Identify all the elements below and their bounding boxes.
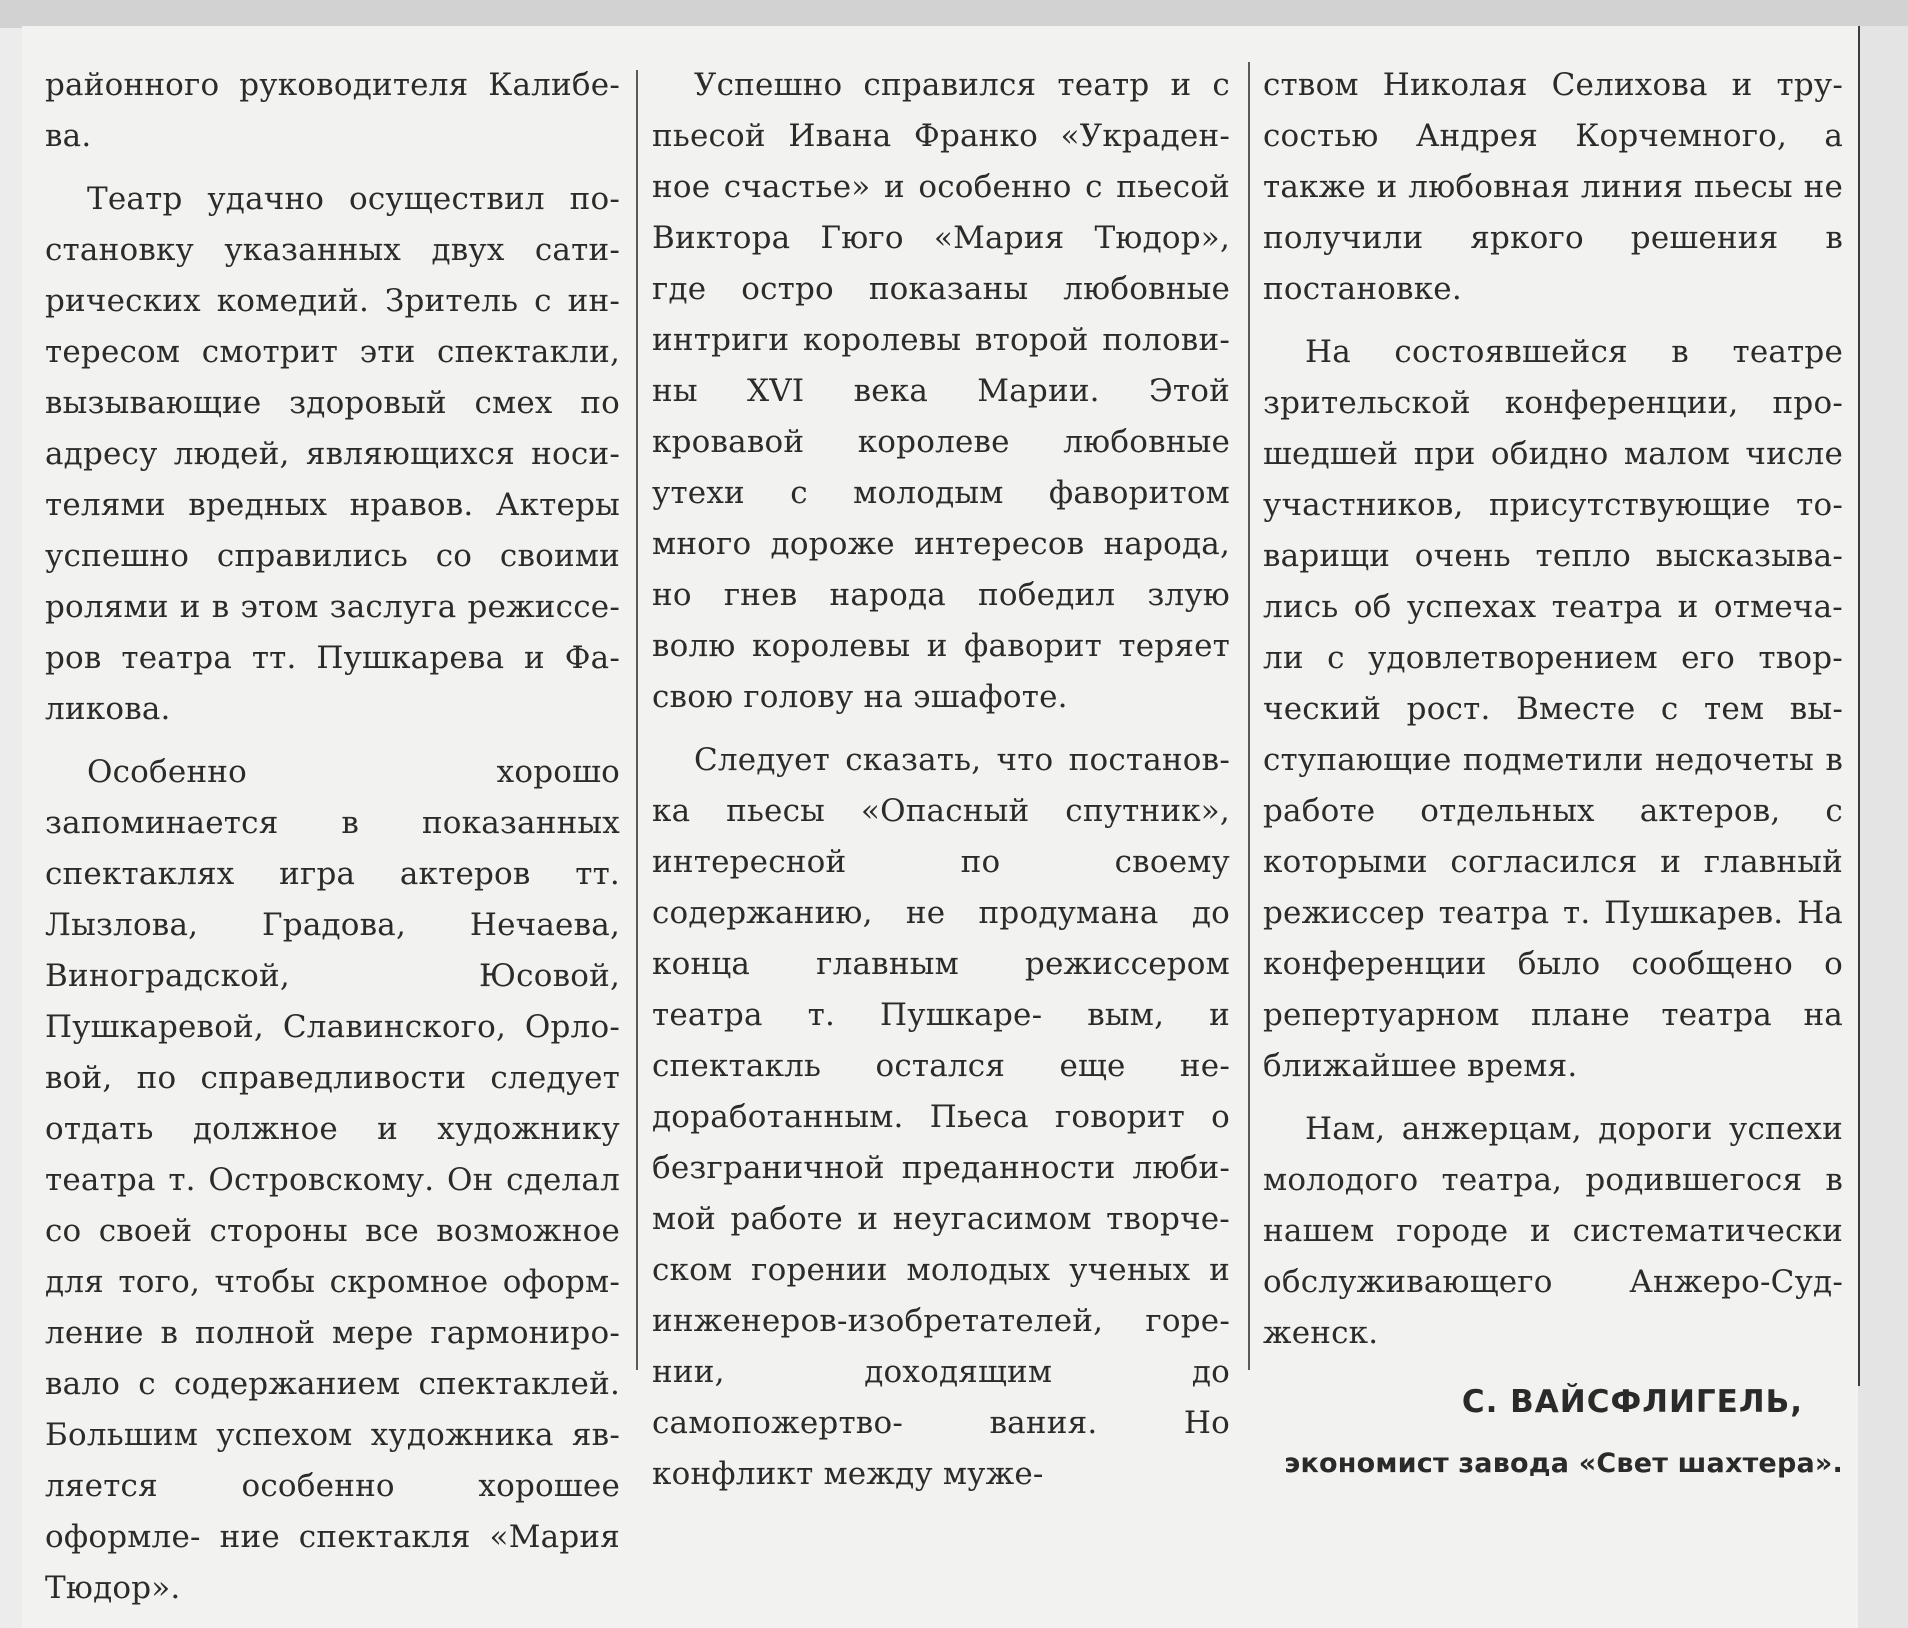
column-rule-2 — [1248, 62, 1250, 1370]
paragraph: Нам, анжерцам, дороги успехи молодого театра, родившегося в нашем городе и систематически обслуживающего Анжеро-Суд- женск. — [1263, 1111, 1843, 1351]
paragraph: Особенно хорошо запоминается в показанных спектаклях игра актеров тт. Лызлова, Градова, Нечаева, Виноградской, Юсовой, Пушкаревой, Славинского, Орло- вой, по справедливости следует отдать должное и художнику театра т. Островскому. Он сделал со своей стороны все возможное для того, чтобы скромное оформ- ление в полной мере гармониро- вало с содержанием спектаклей. Большим успехом художника яв- ляется особенно хорошее оформле- ние спектакля «Мария Тюдор». — [45, 754, 620, 1606]
article-column-3 — [1263, 60, 1843, 1489]
author-name: С. ВАЙСФЛИГЕЛЬ, — [1461, 1384, 1803, 1420]
paragraph: На состоявшейся в театре зрительской конференции, про- шедшей при обидно малом числе участников, присутствующие то- варищи очень тепло высказыва- лись об успехах театра и отмеча- ли с удовлетворением его твор- ческий рост. Вместе с тем вы- ступающие подметили недочеты в работе отдельных актеров, с которыми согласился и главный режиссер театра т. Пушкарев. На конференции было сообщено о репертуарном плане театра на ближайшее время. — [1263, 334, 1843, 1084]
paragraph: районного руководителя Калибе- ва. — [45, 67, 620, 154]
article-column-2 — [652, 60, 1230, 1500]
paragraph: Успешно справился театр и с пьесой Ивана Франко «Украден- ное счастье» и особенно с пьесой Виктора Гюго «Мария Тюдор», где остро показаны любовные интриги королевы второй полови- ны XVI века Марии. Этой кровавой королеве любовные утехи с молодым фаворитом много дороже интересов народа, но гнев народа победил злую волю королевы и фаворит теряет свою голову на эшафоте. — [652, 67, 1230, 715]
author-title: экономист завода «Свет шахтера». — [1284, 1448, 1843, 1479]
article-column-1 — [45, 60, 620, 1614]
paragraph: ством Николая Селихова и тру- состью Андрея Корчемного, а также и любовная линия пьесы не получили яркого решения в постановке. — [1263, 67, 1843, 307]
page-edge-rule — [1858, 26, 1860, 1386]
scan-top-edge — [0, 0, 1908, 28]
paragraph: Следует сказать, что постанов- ка пьесы «Опасный спутник», интересной по своему содержанию, не продумана до конца главным режиссером театра т. Пушкаре- вым, и спектакль остался еще не- доработанным. Пьеса говорит о безграничной преданности люби- мой работе и неугасимом творче- ском горении молодых ученых и инженеров-изобретателей, горе- нии, доходящим до самопожертво- вания. Но конфликт между муже- — [652, 742, 1230, 1492]
paragraph: Театр удачно осуществил по- становку указанных двух сати- рических комедий. Зритель с ин- тересом смотрит эти спектакли, вызывающие здоровый смех по адресу людей, являющихся носи- телями вредных нравов. Актеры успешно справились со своими ролями и в этом заслуга режиссе- ров театра тт. Пушкарева и Фа- ликова. — [45, 181, 620, 727]
scan-right-edge — [1858, 26, 1908, 1628]
column-rule-1 — [636, 70, 638, 1370]
